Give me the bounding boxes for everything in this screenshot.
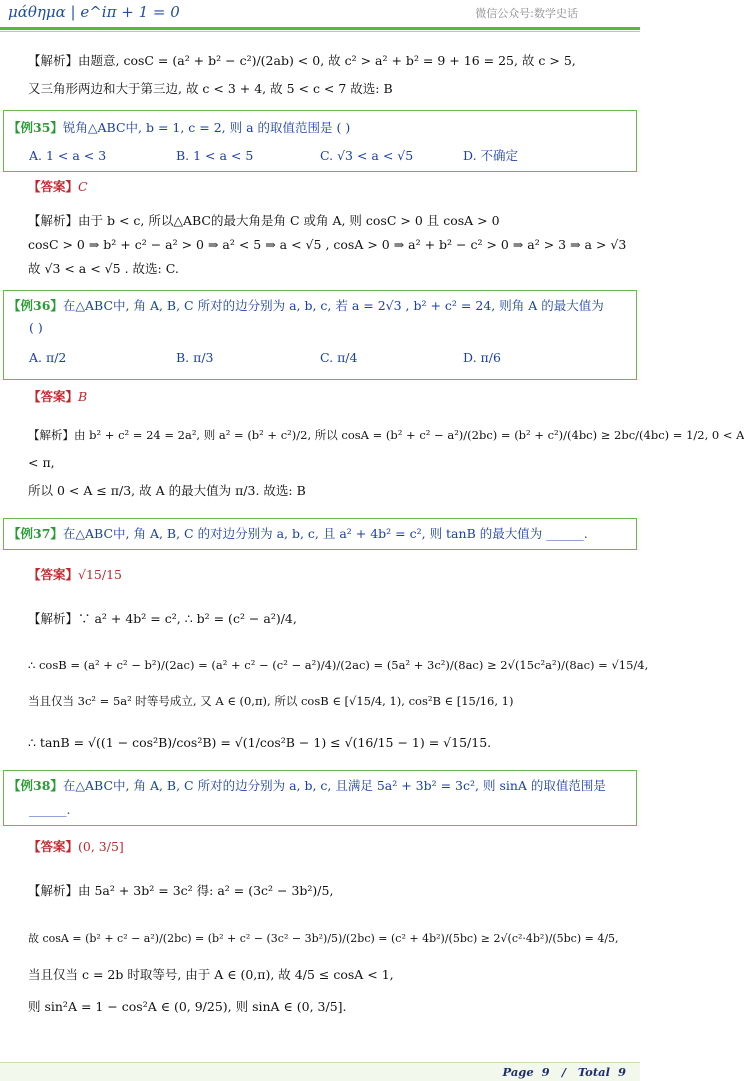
solution-37-line-1: 【解析】∵ a² + 4b² = c², ∴ b² = (c² − a²)/4,: [28, 611, 297, 626]
example-36-stem: 【例36】在△ABC中, 角 A, B, C 所对的边分别为 a, b, c, 若 a = 2√3 , b² + c² = 24, 则角 A 的最大值为: [8, 298, 604, 313]
header-divider-thin: [0, 31, 640, 32]
example-35-option-b: B. 1 < a < 5: [176, 148, 254, 163]
solution-36-line-2: < π,: [28, 455, 55, 470]
example-36-option-b: B. π/3: [176, 350, 214, 365]
answer-37: 【答案】√15/15: [28, 567, 123, 582]
example-38-box: [3, 770, 637, 826]
solution-35-line-2: cosC > 0 ⇒ b² + c² − a² > 0 ⇒ a² < 5 ⇒ a < √5 , cosA > 0 ⇒ a² + b² − c² > 0 ⇒ a² > 3 ⇒ a > √3: [28, 237, 627, 252]
total-pages: 9: [617, 1065, 626, 1079]
answer-36: 【答案】B: [28, 389, 88, 404]
example-37-stem: 【例37】在△ABC中, 角 A, B, C 的对边分别为 a, b, c, 且 a² + 4b² = c², 则 tanB 的最大值为 ______.: [8, 526, 588, 541]
example-38-tag: 【例38】: [8, 778, 63, 793]
solution-38-line-1: 【解析】由 5a² + 3b² = 3c² 得: a² = (3c² − 3b²)/5,: [28, 883, 334, 898]
page-indicator: Page 9 / Total 9: [502, 1065, 626, 1079]
solution-35-line-3: 故 √3 < a < √5 . 故选: C.: [28, 261, 179, 276]
example-36-stem-cont: ( ): [29, 320, 43, 335]
example-35-box: [3, 110, 637, 172]
example-35-option-c: C. √3 < a < √5: [320, 148, 414, 163]
example-37-box: [3, 518, 637, 550]
solution-34-line-1: 【解析】由题意, cosC = (a² + b² − c²)/(2ab) < 0, 故 c² > a² + b² = 9 + 16 = 25, 故 c > 5,: [28, 53, 576, 68]
example-35-tag: 【例35】: [8, 120, 63, 135]
solution-38-line-2: 故 cosA = (b² + c² − a²)/(2bc) = (b² + c² − (3c² − 3b²)/5)/(2bc) = (c² + 4b²)/(5bc) ≥ 2√(c²·4b²)/(5bc) = 4/5,: [28, 932, 619, 945]
example-36-option-a: A. π/2: [29, 350, 67, 365]
example-38-stem-cont: ______.: [29, 802, 71, 817]
example-35-option-a: A. 1 < a < 3: [29, 148, 107, 163]
example-36-box: [3, 290, 637, 380]
example-36-tag: 【例36】: [8, 298, 63, 313]
solution-37-line-3: 当且仅当 3c² = 5a² 时等号成立, 又 A ∈ (0,π), 所以 cosB ∈ [√15/4, 1), cos²B ∈ [15/16, 1): [28, 694, 514, 708]
example-35-stem: 【例35】锐角△ABC中, b = 1, c = 2, 则 a 的取值范围是 ( ): [8, 120, 351, 135]
wechat-account: 微信公众号:数学史话: [475, 7, 578, 20]
example-36-option-c: C. π/4: [320, 350, 358, 365]
answer-35: 【答案】C: [28, 179, 88, 194]
solution-35-line-1: 【解析】由于 b < c, 所以△ABC的最大角是角 C 或角 A, 则 cosC > 0 且 cosA > 0: [28, 213, 500, 228]
solution-38-line-3: 当且仅当 c = 2b 时取等号, 由于 A ∈ (0,π), 故 4/5 ≤ cosA < 1,: [28, 967, 394, 982]
solution-36-line-1: 【解析】由 b² + c² = 24 = 2a², 则 a² = (b² + c²)/2, 所以 cosA = (b² + c² − a²)/(2bc) = (b² + c²)/(4bc) ≥ 2bc/(4bc) = 1/2, 0 < A: [28, 428, 744, 442]
header-divider: [0, 27, 640, 30]
answer-38: 【答案】(0, 3/5]: [28, 839, 124, 854]
solution-38-line-4: 则 sin²A = 1 − cos²A ∈ (0, 9/25), 则 sinA ∈ (0, 3/5].: [28, 999, 347, 1014]
solution-37-line-2: ∴ cosB = (a² + c² − b²)/(2ac) = (a² + c² − (c² − a²)/4)/(2ac) = (5a² + 3c²)/(8ac) ≥ 2√(15c²a²)/(8ac) = √15/4,: [28, 658, 649, 672]
solution-34-line-2: 又三角形两边和大于第三边, 故 c < 3 + 4, 故 5 < c < 7 故选: B: [28, 81, 393, 96]
brand-title: μάθημα | e^iπ + 1 = 0: [8, 3, 180, 21]
example-36-option-d: D. π/6: [463, 350, 501, 365]
page-number: 9: [541, 1065, 550, 1079]
solution-37-line-4: ∴ tanB = √((1 − cos²B)/cos²B) = √(1/cos²B − 1) ≤ √(16/15 − 1) = √15/15.: [28, 735, 492, 750]
example-38-stem: 【例38】在△ABC中, 角 A, B, C 所对的边分别为 a, b, c, 且满足 5a² + 3b² = 3c², 则 sinA 的取值范围是: [8, 778, 606, 793]
example-35-option-d: D. 不确定: [463, 148, 519, 163]
example-37-tag: 【例37】: [8, 526, 63, 541]
solution-36-line-3: 所以 0 < A ≤ π/3, 故 A 的最大值为 π/3. 故选: B: [28, 483, 306, 498]
